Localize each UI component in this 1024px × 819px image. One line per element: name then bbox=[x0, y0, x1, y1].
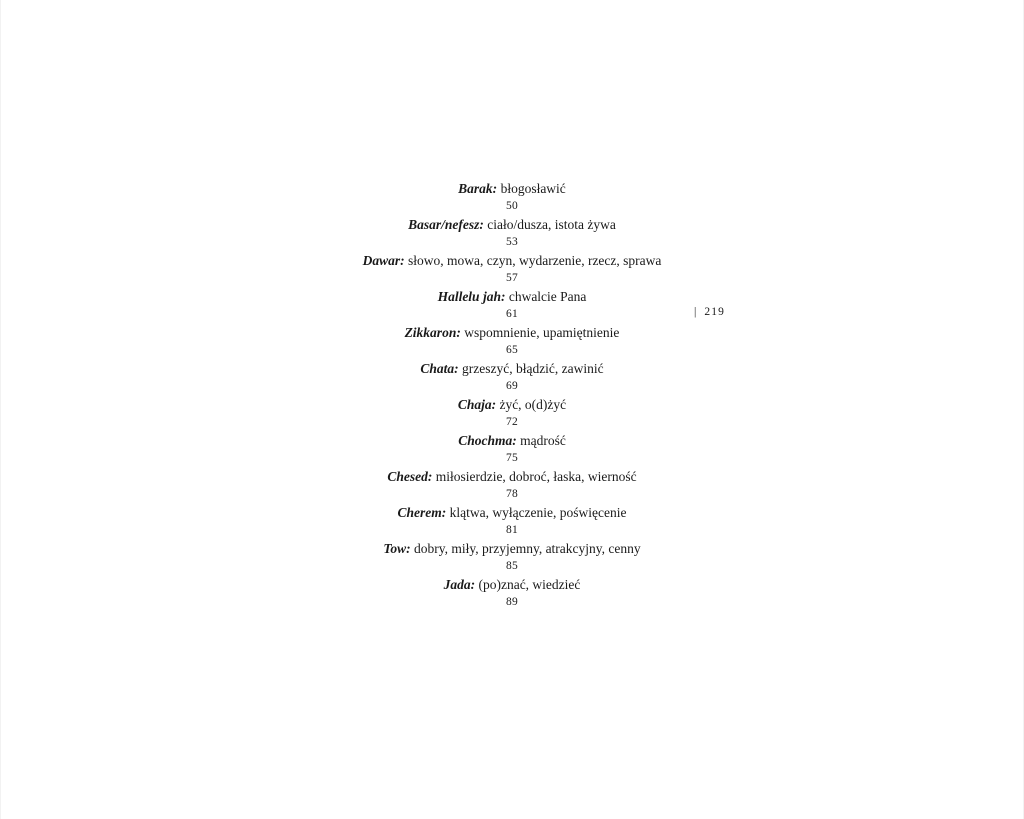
page-folio bbox=[694, 306, 725, 318]
glossary-entry bbox=[0, 506, 1024, 520]
glossary-entry-term: Basar/nefesz: bbox=[408, 217, 484, 232]
glossary-entry bbox=[0, 362, 1024, 376]
glossary-entry-term: Zikkaron: bbox=[404, 325, 461, 340]
glossary-entry-page-number: 65 bbox=[505, 343, 519, 356]
glossary-entry-term: Dawar: bbox=[362, 253, 405, 268]
glossary-entry-term: Barak: bbox=[458, 181, 498, 196]
glossary-entry-gloss: ciało/dusza, istota żywa bbox=[483, 217, 616, 232]
glossary-entry bbox=[0, 218, 1024, 232]
glossary-entry-page-number: 57 bbox=[505, 271, 519, 284]
glossary-entry bbox=[0, 254, 1024, 268]
glossary-entry-page-number: 61 bbox=[505, 307, 519, 320]
glossary-entry bbox=[0, 470, 1024, 484]
glossary-entry-gloss: słowo, mowa, czyn, wydarzenie, rzecz, sprawa bbox=[404, 253, 662, 268]
glossary-entry bbox=[0, 434, 1024, 448]
folio-rule: | bbox=[694, 306, 698, 318]
glossary-entry-term: Chesed: bbox=[387, 469, 433, 484]
glossary-entry-term: Hallelu jah: bbox=[437, 289, 506, 304]
glossary-entry-page-number: 72 bbox=[505, 415, 519, 428]
glossary-entry-page-number: 85 bbox=[505, 559, 519, 572]
glossary-entry bbox=[0, 398, 1024, 412]
glossary-entry-page-number: 69 bbox=[505, 379, 519, 392]
glossary-entry-gloss: żyć, o(d)żyć bbox=[496, 397, 567, 412]
glossary-index-list bbox=[0, 182, 1024, 614]
glossary-entry-term: Jada: bbox=[443, 577, 476, 592]
glossary-entry-gloss: dobry, miły, przyjemny, atrakcyjny, cenny bbox=[410, 541, 641, 556]
glossary-entry-gloss: chwalcie Pana bbox=[505, 289, 587, 304]
glossary-entry-term: Tow: bbox=[383, 541, 411, 556]
glossary-entry-page-number: 50 bbox=[505, 199, 519, 212]
glossary-entry-page-number: 89 bbox=[505, 595, 519, 608]
glossary-entry bbox=[0, 578, 1024, 592]
glossary-entry-page-number: 75 bbox=[505, 451, 519, 464]
glossary-entry-gloss: klątwa, wyłączenie, poświęcenie bbox=[446, 505, 627, 520]
glossary-entry-term: Chaja: bbox=[457, 397, 497, 412]
glossary-entry-gloss: mądrość bbox=[516, 433, 566, 448]
glossary-entry-page-number: 78 bbox=[505, 487, 519, 500]
folio-number: 219 bbox=[704, 306, 725, 318]
glossary-entry-gloss: miłosierdzie, dobroć, łaska, wierność bbox=[432, 469, 637, 484]
glossary-entry bbox=[0, 326, 1024, 340]
glossary-entry-gloss: błogosławić bbox=[497, 181, 566, 196]
glossary-entry bbox=[0, 182, 1024, 196]
glossary-entry-gloss: grzeszyć, błądzić, zawinić bbox=[458, 361, 604, 376]
glossary-entry-page-number: 53 bbox=[505, 235, 519, 248]
glossary-entry-page-number: 81 bbox=[505, 523, 519, 536]
glossary-entry-term: Cherem: bbox=[397, 505, 447, 520]
glossary-entry-gloss: wspomnienie, upamiętnienie bbox=[460, 325, 620, 340]
glossary-entry-gloss: (po)znać, wiedzieć bbox=[475, 577, 581, 592]
glossary-entry-term: Chata: bbox=[420, 361, 459, 376]
glossary-entry bbox=[0, 290, 1024, 304]
glossary-entry-term: Chochma: bbox=[458, 433, 517, 448]
glossary-entry bbox=[0, 542, 1024, 556]
